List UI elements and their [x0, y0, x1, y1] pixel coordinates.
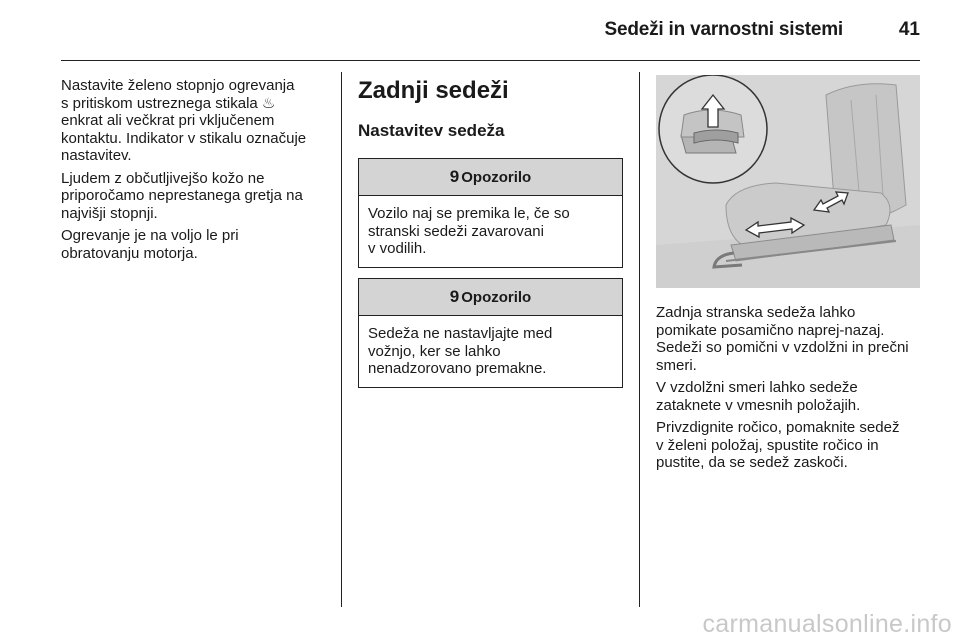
column-middle — [358, 77, 624, 140]
warning-box — [358, 158, 623, 268]
column-left — [61, 77, 331, 267]
warning-text: Sedeža ne nastavljajte med vožnjo, ker se lahko nenadzorovano premakne. — [368, 325, 553, 377]
column-right — [656, 304, 926, 477]
paragraph-lever-instructions: Privzdignite ročico, pomaknite sedež v želeni položaj, spustite ročico in pustite, da se sedež zaskoči. — [656, 419, 900, 471]
warning-title: Opozorilo — [461, 288, 532, 306]
column-divider-2 — [639, 72, 640, 607]
header-title: Sedeži in varnostni sistemi — [604, 19, 843, 40]
paragraph-heating-level: Nastavite želeno stopnjo ogrevanja s pritiskom ustreznega stikala ♨ enkrat ali večkrat pri vključenem kontaktu. Indikator v stikalu označuje nastavitev. — [61, 77, 307, 164]
warning-header — [359, 159, 622, 196]
header-divider — [61, 60, 920, 61]
warning-text: Vozilo naj se premika le, če so stranski sedeži zavarovani v vodilih. — [368, 205, 570, 257]
section-subheading: Nastavitev sedeža — [358, 121, 505, 140]
paragraph-sensitive-skin: Ljudem z občutljivejšo kožo ne priporočamo neprestanega gretja na najvišji stopnji. — [61, 169, 303, 222]
paragraph-engine-running: Ogrevanje je na voljo le pri obratovanju motorja. — [61, 227, 239, 262]
warning-icon: 9 — [449, 167, 460, 186]
paragraph-seat-movement: Zadnja stranska sedeža lahko pomikate posamično naprej-nazaj. Sedeži so pomični v vzdolžni in prečni smeri. — [656, 304, 909, 374]
page-number: 41 — [898, 19, 920, 40]
warning-icon: 9 — [449, 287, 460, 306]
watermark: carmanualsonline.info — [702, 610, 952, 638]
paragraph-longitudinal: V vzdolžni smeri lahko sedeže zataknete v vmesnih položajih. — [656, 379, 861, 414]
warning-title: Opozorilo — [461, 168, 532, 186]
seat-adjustment-illustration — [656, 75, 920, 288]
section-heading: Zadnji sedeži — [358, 77, 509, 104]
column-divider-1 — [341, 72, 342, 607]
warning-box — [358, 278, 623, 388]
warning-header — [359, 279, 622, 316]
